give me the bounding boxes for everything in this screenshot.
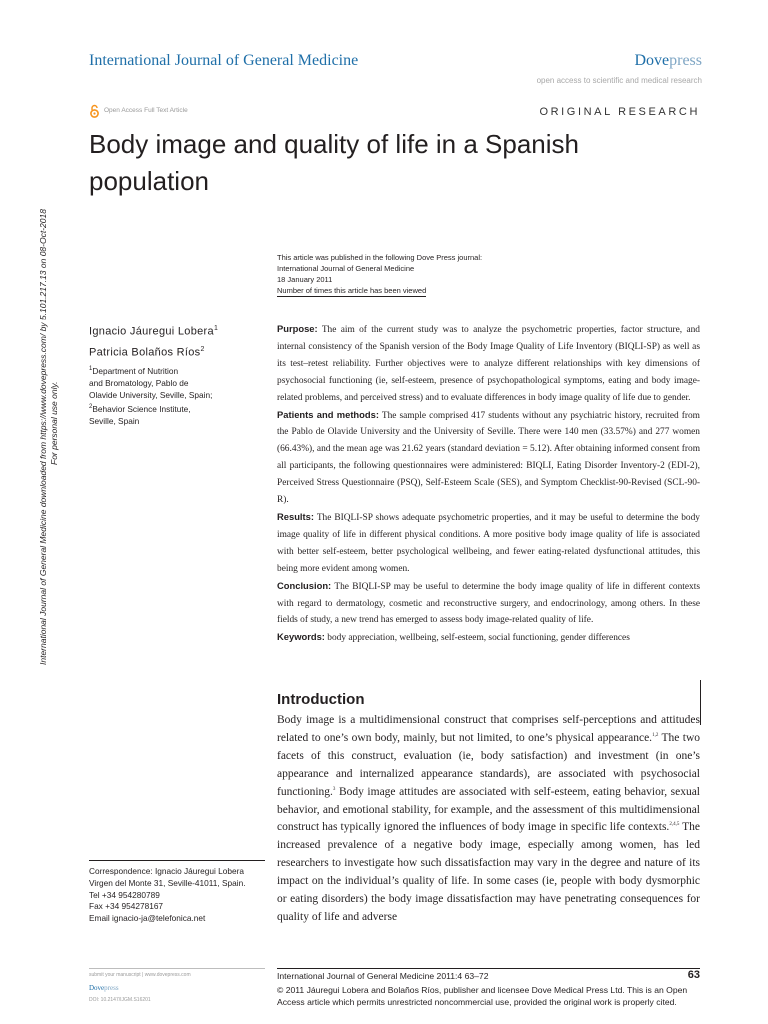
corr-line: Fax +34 954278167	[89, 901, 164, 912]
license-notice: © 2011 Jáuregui Lobera and Bolaños Ríos, publisher and licensee Dove Medical Press Ltd. This is an Open Access article which permits unrestricted noncommercial use, provided the original work is properly cited.	[277, 985, 688, 1007]
footer-divider-left	[89, 968, 265, 969]
views-counter-link[interactable]: Number of times this article has been viewed	[277, 286, 427, 295]
affil-line: Seville, Spain	[89, 415, 140, 426]
abstract-conclusion	[277, 578, 700, 630]
pubinfo-journal: International Journal of General Medicine	[277, 264, 415, 273]
corr-email-link[interactable]: Email ignacio-ja@telefonica.net	[89, 913, 206, 924]
author-name[interactable]: Patricia Bolaños Ríos	[89, 346, 201, 359]
pubinfo-line-1: This article was published in the following Dove Press journal:	[277, 253, 483, 262]
open-access-lock-icon	[89, 104, 100, 118]
open-access-label: Open Access Full Text Article	[104, 107, 188, 114]
article-title	[89, 126, 649, 200]
keywords-label: Keywords:	[277, 631, 325, 643]
citation-ref[interactable]: 1,2	[652, 732, 659, 738]
column-divider	[700, 680, 701, 725]
affil-sup: 2	[89, 403, 93, 410]
footer-brand-press: press	[104, 984, 119, 992]
publisher-tagline: open access to scientific and medical research	[536, 76, 702, 85]
conclusion-label: Conclusion:	[277, 579, 332, 591]
download-watermark	[38, 209, 60, 665]
publisher-logo[interactable]	[634, 52, 702, 70]
corr-line: Virgen del Monte 31, Seville-41011, Spain.	[89, 877, 246, 888]
footer-divider-right	[277, 968, 700, 969]
conclusion-text: The BIQLI-SP may be useful to determine the body image quality of life in different contexts with regard to dermatology, cosmetic and reconstructive surgery, and endocrinology, among others. In these fields of study, a new trend has emerged to assess body image-related quality of life.	[277, 581, 700, 626]
corr-line: Tel +34 954280789	[89, 889, 160, 900]
author-list	[89, 320, 218, 361]
affil-line: Behavior Science Institute,	[92, 403, 191, 414]
intro-text: Body image is a multidimensional construct that comprises self-perceptions and attitudes related to one’s own body, mainly, but not limited, to one’s physical appearance.	[277, 714, 700, 744]
abstract-purpose	[277, 321, 700, 407]
publication-info	[277, 252, 482, 297]
watermark-line-2: For personal use only.	[49, 381, 59, 465]
purpose-label: Purpose:	[277, 323, 318, 334]
footer-citation: International Journal of General Medicine 2011:4 63–72	[277, 971, 489, 981]
author-affil-sup: 2	[200, 345, 205, 353]
introduction-paragraph	[277, 712, 700, 927]
corr-line: Correspondence: Ignacio Jáuregui Lobera	[89, 866, 244, 876]
footer-publisher-logo[interactable]	[89, 984, 119, 992]
doi-link[interactable]: DOI: 10.2147/IJGM.S16201	[89, 997, 151, 1003]
methods-text: The sample comprised 417 students without any psychiatric history, recruited from the Pablo de Olavide University and the University of Seville. There were 140 men (33.57%) and 277 women (66.43%), and the mean age was 21.62 years (standard deviation = 5.12). After obtaining informed consent from all participants, the following questionnaires were administered: BIQLI, Eating Disorder Inventory-2 (EDI-2), Perceived Stress Questionnaire (PSQ), Self-Esteem Scale (SES), and Symptom Checklist-90-Revised (SCL-90-R).	[277, 410, 700, 506]
author-name[interactable]: Ignacio Jáuregui Lobera	[89, 325, 214, 338]
affil-line: Department of Nutrition	[92, 365, 179, 376]
affil-line: Olavide University, Seville, Spain;	[89, 389, 213, 400]
footer-brand-dove: Dove	[89, 984, 105, 992]
title-line-2: population	[89, 166, 209, 196]
correspondence	[89, 866, 274, 925]
results-label: Results:	[277, 510, 314, 522]
affiliations	[89, 363, 269, 427]
intro-text: Body image attitudes are associated with self-esteem, eating behavior, sexual behavior, and emotional stability, for example, and the assessment of this multidimensional construct has typically ignored the influences of body image in specific life contexts.	[277, 785, 700, 834]
purpose-text: The aim of the current study was to analyze the psychometric properties, factor structure, and internal consistency of the Spanish version of the Body Image Quality of Life Inventory (BIQLI-SP) as well as its test–retest reliability. Further objectives were to analyze different relationships with key dimensions of psychosocial functioning (ie, self-esteem, presence of psychopathological symptoms, eating and body image-related problems, and perceived stress) and to evaluate differences in body image quality of life due to gender.	[277, 325, 700, 403]
section-heading-introduction: Introduction	[277, 691, 365, 708]
intro-text: The two facets of this construct, evaluation (ie, body satisfaction) and investment (in one’s appearance and internalized appearance standards), are associated with psychosocial functioning.	[277, 731, 700, 798]
abstract-keywords	[277, 629, 700, 647]
journal-title[interactable]: International Journal of General Medicine	[89, 52, 359, 69]
title-line-1: Body image and quality of life in a Spanish	[89, 129, 579, 159]
pubinfo-date: 18 January 2011	[277, 275, 333, 284]
results-text: The BIQLI-SP shows adequate psychometric properties, and it may be useful to determine the body image quality of life in different physical conditions. A more positive body image quality of life is associated with better self-esteem, better psychological wellbeing, and fewer eating-related dysfunctional attitudes, this being more evident among women.	[277, 512, 700, 574]
intro-text: The increased prevalence of a negative body image, especially among women, has led researchers to investigate how such dissatisfaction may vary in the degree and nature of its impact on the individual’s quality of life. In some cases (ie, people with body dysmorphic or eating disorders) the body image dissatisfaction may have penetrating consequences for quality of life and adverse	[277, 821, 701, 923]
brand-dove: Dove	[634, 52, 670, 69]
abstract	[277, 321, 700, 647]
author-affil-sup: 1	[213, 325, 219, 332]
brand-press: press	[669, 52, 702, 69]
methods-label: Patients and methods:	[277, 408, 379, 420]
abstract-results	[277, 509, 700, 578]
submit-manuscript-link[interactable]: submit your manuscript | www.dovepress.com	[89, 972, 191, 978]
keywords-text: body appreciation, wellbeing, self-esteem, social functioning, gender differences	[327, 633, 630, 644]
page-number: 63	[687, 969, 700, 981]
citation-ref[interactable]: 2,4,5	[669, 822, 680, 828]
citation-ref[interactable]: 3	[332, 786, 336, 792]
correspondence-divider	[89, 860, 265, 861]
article-type: ORIGINAL RESEARCH	[539, 106, 700, 118]
watermark-line-1: International Journal of General Medicine downloaded from https://www.dovepress.com/ by 5.101.217.13 on 08-Oct-2018	[38, 209, 48, 665]
affil-sup: 1	[89, 366, 93, 372]
abstract-methods	[277, 407, 700, 509]
affil-line: and Bromatology, Pablo de	[89, 377, 189, 388]
